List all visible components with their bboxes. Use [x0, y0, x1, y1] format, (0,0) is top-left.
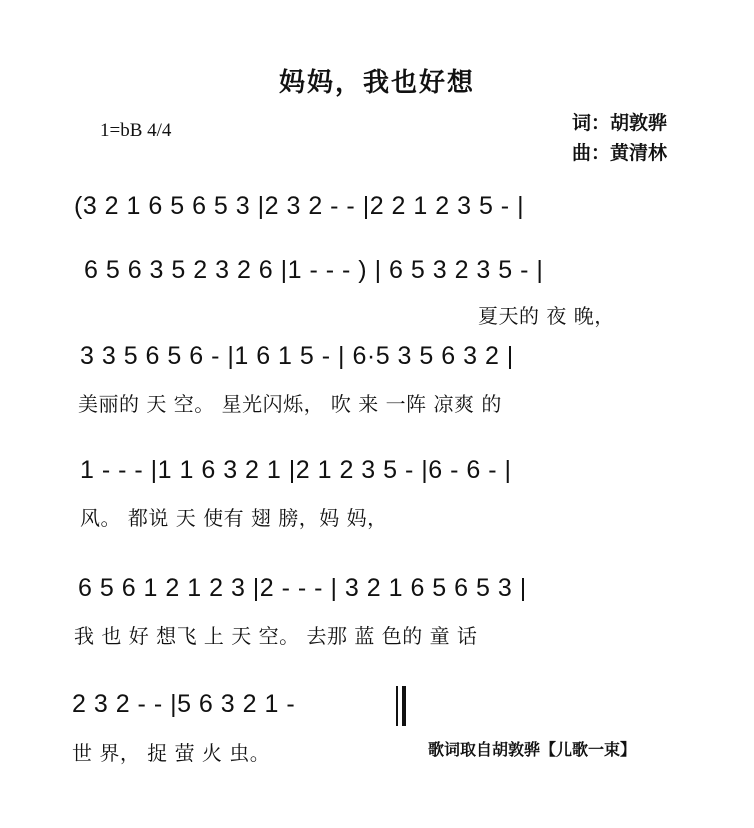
lyricist-credit: 词：胡敦骅: [572, 112, 668, 134]
notation-line-3: 3 3 5 6 5 6 - |1 6 1 5 - | 6·5 3 5 6 3 2 |: [80, 342, 514, 370]
lyrics-line-6: 世 界， 捉 萤 火 虫。: [72, 741, 271, 765]
lyrics-line-4: 风。 都说 天 使有 翅 膀，妈 妈，: [80, 506, 388, 530]
song-title: 妈妈，我也好想: [278, 68, 475, 98]
composer-credit: 曲：黄清林: [572, 142, 668, 164]
notation-line-4: 1 - - - |1 1 6 3 2 1 |2 1 2 3 5 - |6 - 6 - |: [80, 456, 512, 484]
lyrics-line-2: 夏天的 夜 晚，: [478, 304, 615, 328]
key-signature: 1=bB 4/4: [100, 120, 172, 141]
notation-line-1: (3 2 1 6 5 6 5 3 |2 3 2 - - |2 2 1 2 3 5 - |: [74, 192, 525, 220]
lyrics-line-3: 美丽的 天 空。 星光闪烁， 吹 来 一阵 凉爽 的: [78, 392, 502, 416]
notation-line-6: 2 3 2 - - |5 6 3 2 1 -: [72, 690, 296, 718]
source-footnote: 歌词取自胡敦骅【儿歌一束】: [428, 740, 637, 759]
lyrics-line-5: 我 也 好 想飞 上 天 空。 去那 蓝 色的 童 话: [74, 624, 478, 648]
notation-line-5: 6 5 6 1 2 1 2 3 |2 - - - | 3 2 1 6 5 6 5 3 |: [78, 574, 527, 602]
notation-line-2: 6 5 6 3 5 2 3 2 6 |1 - - - ) | 6 5 3 2 3 5 - |: [84, 256, 544, 284]
final-barline: [396, 686, 406, 726]
